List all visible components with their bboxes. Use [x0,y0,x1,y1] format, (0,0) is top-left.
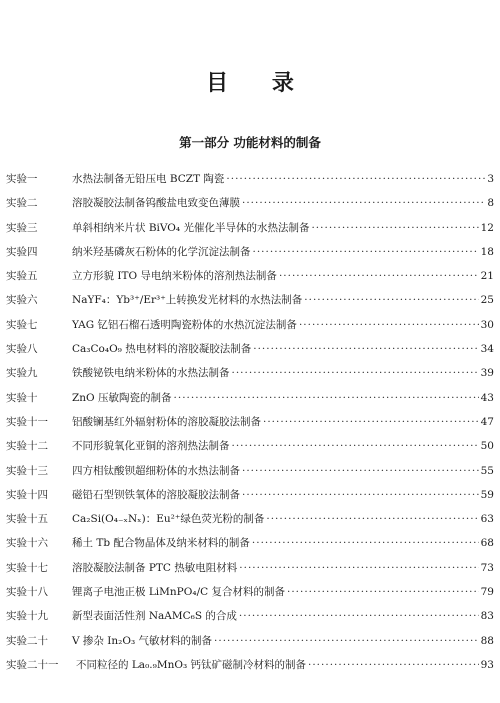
toc-entry-label: 实验十九 [6,610,48,623]
toc-entry-page: 43 [480,391,494,404]
toc-entry-label: 实验九 [6,367,38,380]
toc-entry-label: 实验十四 [6,488,48,501]
toc-entry-title: 单斜相纳米片状 BiVO₄ 光催化半导体的水热法制备 [72,221,310,234]
toc-entry-label: 实验四 [6,245,38,258]
toc-entry-title: 溶胶凝胶法制备 PTC 热敏电阻材料 [72,561,238,574]
toc-entry[interactable] [6,657,494,681]
toc-entry[interactable] [6,365,494,389]
toc-entry[interactable] [6,487,494,511]
toc-entry-title: Ca₃Co₄O₉ 热电材料的溶胶凝胶法制备 [72,343,252,356]
dot-leader [239,610,479,622]
toc-entry[interactable] [6,341,494,365]
toc-entry-page: 34 [480,343,494,356]
toc-entry-label: 实验十五 [6,513,48,526]
toc-entry-label: 实验十七 [6,561,48,574]
toc-entry-page: 88 [480,634,494,647]
dot-leader [232,367,479,379]
toc-entry-page: 59 [480,488,494,501]
toc-entry-label: 实验二十一 [6,658,59,671]
toc-entry-page: 93 [480,658,494,671]
toc-entry-page: 55 [480,464,494,477]
toc-entry-title: V 掺杂 In₂O₃ 气敏材料的制备 [72,634,213,647]
toc-entry-page: 73 [480,561,494,574]
toc-entry-page: 63 [480,513,494,526]
toc-entry[interactable] [6,317,494,341]
toc-entry[interactable] [6,390,494,414]
toc-entry-page: 30 [480,318,494,331]
toc-entry[interactable] [6,584,494,608]
toc-entry-title: YAG 钇铝石榴石透明陶瓷粉体的水热沉淀法制备 [72,318,297,331]
toc-entry[interactable] [6,560,494,584]
toc-entry[interactable] [6,511,494,535]
table-of-contents [6,171,494,681]
toc-entry-label: 实验三 [6,221,38,234]
toc-entry-page: 83 [480,610,494,623]
dot-leader [279,270,479,282]
toc-entry-page: 18 [480,245,494,258]
toc-entry-label: 实验十三 [6,464,48,477]
toc-entry[interactable] [6,171,494,195]
toc-entry-title: 四方相钛酸钡超细粉体的水热法制备 [72,464,240,477]
toc-entry[interactable] [6,535,494,559]
toc-entry-title: NaYF₄：Yb³⁺/Er³⁺上转换发光材料的水热法制备 [72,294,303,307]
toc-entry[interactable] [6,633,494,657]
toc-entry-title: 纳米羟基磷灰石粉体的化学沉淀法制备 [72,245,251,258]
dot-leader [242,197,485,209]
toc-entry[interactable] [6,438,494,462]
dot-leader [232,440,479,452]
toc-entry-title: 锂离子电池正极 LiMnPO₄/C 复合材料的制备 [72,586,285,599]
toc-entry-page: 50 [480,440,494,453]
dot-leader [226,173,485,185]
dot-leader [214,635,479,647]
toc-entry-label: 实验十八 [6,586,48,599]
toc-entry-title: 不同粒径的 La₀.₉MnO₃ 钙钛矿磁制冷材料的制备 [76,658,306,671]
toc-entry-page: 21 [480,270,494,283]
toc-entry-label: 实验二十 [6,634,48,647]
toc-entry-page: 39 [480,367,494,380]
toc-entry-title: Ca₂Si(O₄₋ₓNₓ)：Eu²⁺绿色荧光粉的制备 [72,513,265,526]
dot-leader [299,319,479,331]
toc-entry-label: 实验五 [6,270,38,283]
dot-leader [287,586,479,598]
toc-entry[interactable] [6,195,494,219]
dot-leader [253,246,479,258]
toc-entry-page: 3 [487,173,494,185]
toc-entry-page: 8 [487,197,494,210]
dot-leader [242,489,479,501]
toc-entry-label: 实验十一 [6,415,48,428]
dot-leader [311,222,478,234]
toc-entry[interactable] [6,463,494,487]
toc-entry-title: 新型表面活性剂 NaAMC₆S 的合成 [72,610,237,623]
toc-entry-label: 实验十二 [6,440,48,453]
toc-entry[interactable] [6,608,494,632]
dot-leader [252,537,479,549]
toc-entry-label: 实验十六 [6,537,48,550]
toc-entry-page: 68 [480,537,494,550]
part-title: 第一部分 功能材料的制备 [179,135,321,150]
toc-entry-label: 实验八 [6,343,38,356]
toc-entry-title: 不同形貌氧化亚铜的溶剂热法制备 [72,440,230,453]
toc-entry-title: 稀土 Tb 配合物晶体及纳米材料的制备 [72,537,250,550]
dot-leader [263,416,479,428]
dot-leader [253,343,478,355]
toc-entry-title: 溶胶凝胶法制备钨酸盐电致变色薄膜 [72,197,240,210]
toc-entry-page: 25 [480,294,494,307]
dot-leader [308,659,479,671]
dot-leader [242,465,479,477]
toc-entry[interactable] [6,244,494,268]
toc-entry-label: 实验六 [6,294,38,307]
toc-entry-title: 铝酸镧基红外辐射粉体的溶胶凝胶法制备 [72,415,261,428]
dot-leader [304,294,478,306]
dot-leader [266,513,478,525]
toc-entry-title: 立方形貌 ITO 导电纳米粉体的溶剂热法制备 [72,270,277,283]
toc-entry-page: 47 [480,415,494,428]
toc-entry[interactable] [6,414,494,438]
toc-entry-title: 磁铅石型钡铁氧体的溶胶凝胶法制备 [72,488,240,501]
dot-leader [174,392,479,404]
toc-entry-label: 实验二 [6,197,38,210]
toc-entry[interactable] [6,268,494,292]
page-title: 目 录 [206,70,312,96]
toc-entry-title: 水热法制备无铅压电 BCZT 陶瓷 [72,173,225,185]
dot-leader [239,562,478,574]
toc-entry[interactable] [6,220,494,244]
toc-entry[interactable] [6,292,494,316]
toc-entry-title: 铁酸铋铁电纳米粉体的水热法制备 [72,367,230,380]
toc-entry-label: 实验七 [6,318,38,331]
toc-entry-page: 12 [480,221,494,234]
toc-entry-label: 实验十 [6,391,38,404]
toc-entry-title: ZnO 压敏陶瓷的制备 [72,391,172,404]
toc-entry-page: 79 [480,586,494,599]
toc-entry-label: 实验一 [6,173,38,185]
